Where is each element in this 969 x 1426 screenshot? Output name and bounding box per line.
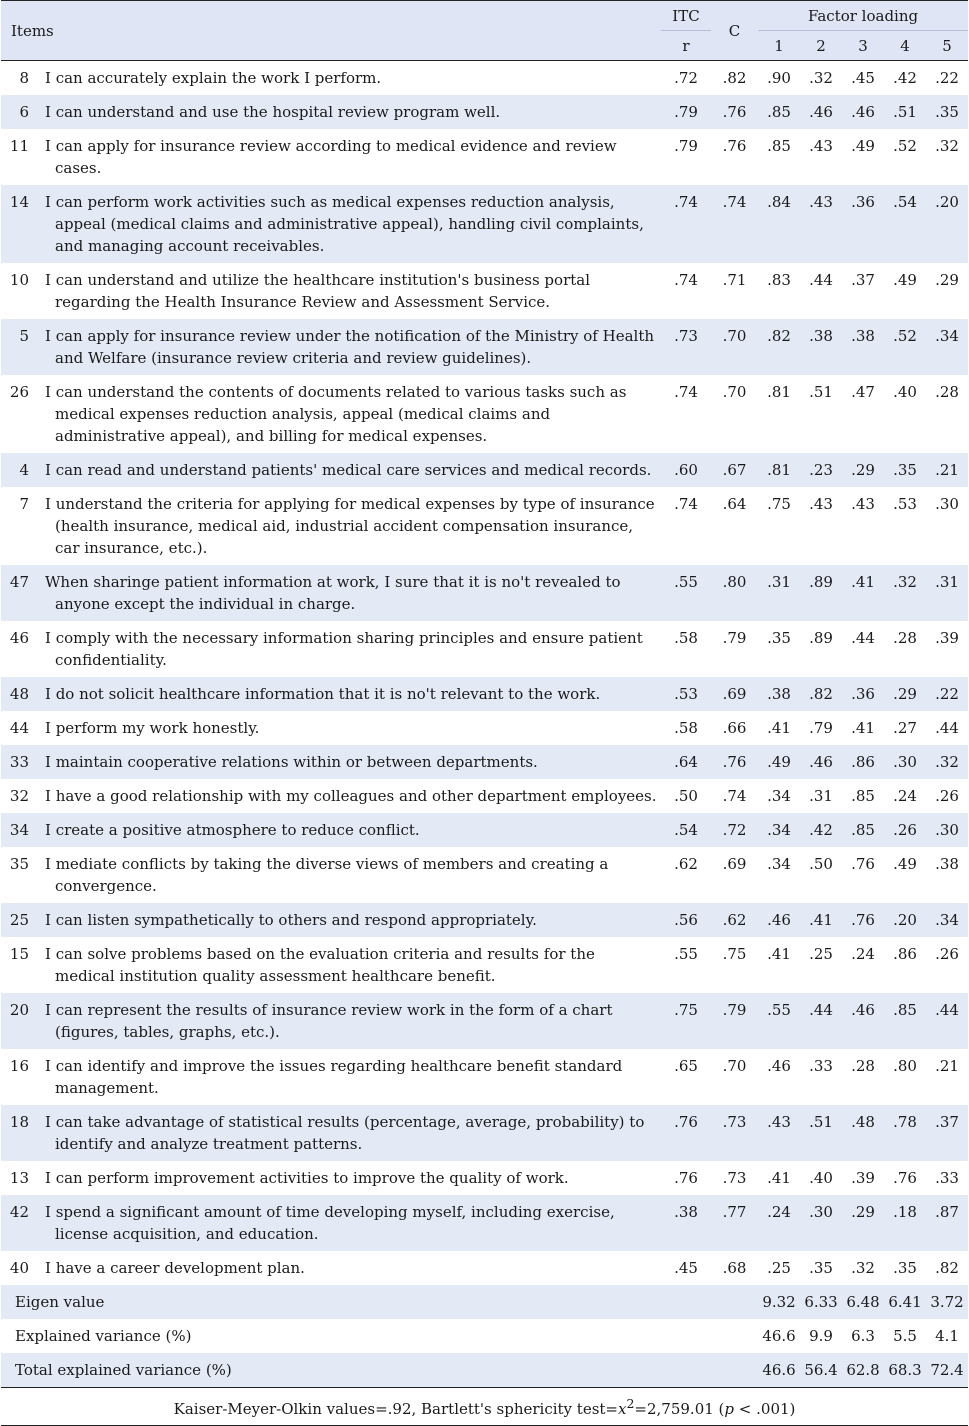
factor-loading-3: .46 [842,95,884,129]
table-row [1,129,968,185]
footnote-row [1,1388,968,1426]
table-row [1,565,968,621]
factor-loading-3: .36 [842,185,884,263]
item-number: 48 [1,677,37,711]
factor-loading-1: .55 [758,993,800,1049]
summary-value-5: 4.1 [926,1319,968,1353]
item-number: 20 [1,993,37,1049]
factor-loading-3: .86 [842,745,884,779]
factor-loading-1: .85 [758,95,800,129]
item-text: I can apply for insurance review according to medical evidence and review cases. [37,129,661,185]
factor-loading-5: .21 [926,1049,968,1105]
summary-value-1: 46.6 [758,1319,800,1353]
c-value: .74 [711,779,758,813]
summary-empty-r [661,1285,711,1319]
factor-loading-5: .39 [926,621,968,677]
header-factor-loading: Factor loading [758,1,968,31]
factor-loading-2: .79 [800,711,842,745]
itc-r-value: .64 [661,745,711,779]
c-value: .70 [711,1049,758,1105]
footnote-chi: x [618,1400,627,1418]
item-number: 40 [1,1251,37,1285]
factor-loading-3: .49 [842,129,884,185]
itc-r-value: .65 [661,1049,711,1105]
item-number: 14 [1,185,37,263]
header-r: r [661,31,711,61]
factor-loading-3: .41 [842,565,884,621]
factor-loading-1: .43 [758,1105,800,1161]
table-row [1,677,968,711]
factor-loading-4: .32 [884,565,926,621]
itc-r-value: .79 [661,129,711,185]
factor-loading-2: .43 [800,185,842,263]
factor-loading-4: .49 [884,263,926,319]
factor-loading-3: .76 [842,847,884,903]
factor-loading-5: .20 [926,185,968,263]
item-number: 32 [1,779,37,813]
c-value: .69 [711,847,758,903]
itc-r-value: .50 [661,779,711,813]
factor-loading-2: .23 [800,453,842,487]
table-row [1,95,968,129]
factor-loading-1: .84 [758,185,800,263]
summary-value-2: 6.33 [800,1285,842,1319]
header-factor-2: 2 [800,31,842,61]
factor-loading-2: .35 [800,1251,842,1285]
factor-loading-3: .45 [842,61,884,96]
factor-loading-1: .41 [758,711,800,745]
factor-loading-1: .24 [758,1195,800,1251]
itc-r-value: .54 [661,813,711,847]
factor-loading-4: .76 [884,1161,926,1195]
c-value: .79 [711,621,758,677]
factor-loading-5: .30 [926,813,968,847]
c-value: .76 [711,129,758,185]
factor-loading-4: .49 [884,847,926,903]
item-number: 44 [1,711,37,745]
c-value: .76 [711,95,758,129]
item-text: I comply with the necessary information sharing principles and ensure patient confidentiality. [37,621,661,677]
factor-loading-4: .54 [884,185,926,263]
factor-loading-4: .86 [884,937,926,993]
item-number: 5 [1,319,37,375]
factor-loading-3: .85 [842,813,884,847]
table-row [1,487,968,565]
table-row [1,263,968,319]
table-row [1,1161,968,1195]
itc-r-value: .56 [661,903,711,937]
factor-loading-2: .89 [800,565,842,621]
header-factor-4: 4 [884,31,926,61]
factor-loading-1: .81 [758,375,800,453]
c-value: .70 [711,375,758,453]
c-value: .70 [711,319,758,375]
item-text: I can accurately explain the work I perform. [37,61,661,96]
factor-loading-2: .51 [800,375,842,453]
item-number: 16 [1,1049,37,1105]
summary-empty-c [711,1285,758,1319]
footnote [1,1388,968,1426]
item-text: I understand the criteria for applying for medical expenses by type of insurance (health insurance, medical aid, industrial accident compensation insurance, car insurance, etc.). [37,487,661,565]
factor-loading-5: .34 [926,903,968,937]
itc-r-value: .74 [661,263,711,319]
item-number: 34 [1,813,37,847]
itc-r-value: .75 [661,993,711,1049]
factor-loading-4: .18 [884,1195,926,1251]
c-value: .72 [711,813,758,847]
factor-loading-1: .90 [758,61,800,96]
factor-loading-4: .53 [884,487,926,565]
factor-loading-2: .51 [800,1105,842,1161]
c-value: .75 [711,937,758,993]
item-text: I can solve problems based on the evaluation criteria and results for the medical institution quality assessment healthcare benefit. [37,937,661,993]
header-items: Items [1,1,661,61]
summary-value-5: 72.4 [926,1353,968,1388]
factor-loading-2: .40 [800,1161,842,1195]
item-text: I can apply for insurance review under the notification of the Ministry of Health and Welfare (insurance review criteria and review guidelines). [37,319,661,375]
itc-r-value: .73 [661,319,711,375]
factor-loading-3: .24 [842,937,884,993]
itc-r-value: .62 [661,847,711,903]
factor-loading-4: .27 [884,711,926,745]
item-number: 18 [1,1105,37,1161]
factor-loading-5: .87 [926,1195,968,1251]
factor-loading-1: .41 [758,937,800,993]
item-number: 25 [1,903,37,937]
factor-loading-1: .34 [758,779,800,813]
item-text: I can understand and utilize the healthcare institution's business portal regarding the Health Insurance Review and Assessment Service. [37,263,661,319]
factor-loading-5: .21 [926,453,968,487]
summary-value-1: 9.32 [758,1285,800,1319]
c-value: .77 [711,1195,758,1251]
table-row [1,319,968,375]
table-row [1,779,968,813]
item-number: 15 [1,937,37,993]
table-row [1,1251,968,1285]
c-value: .66 [711,711,758,745]
factor-loading-1: .34 [758,813,800,847]
factor-loading-3: .39 [842,1161,884,1195]
item-number: 7 [1,487,37,565]
factor-loading-4: .78 [884,1105,926,1161]
c-value: .79 [711,993,758,1049]
factor-loading-5: .44 [926,993,968,1049]
factor-loading-5: .35 [926,95,968,129]
factor-loading-4: .28 [884,621,926,677]
item-text: I create a positive atmosphere to reduce conflict. [37,813,661,847]
item-text: I can understand the contents of documents related to various tasks such as medical expenses reduction analysis, appeal (medical claims and administrative appeal), and billing for medical expenses. [37,375,661,453]
summary-value-4: 5.5 [884,1319,926,1353]
factor-loading-2: .31 [800,779,842,813]
item-text: I can represent the results of insurance review work in the form of a chart (figures, tables, graphs, etc.). [37,993,661,1049]
summary-row [1,1319,968,1353]
factor-loading-5: .31 [926,565,968,621]
factor-loading-3: .29 [842,453,884,487]
summary-value-3: 62.8 [842,1353,884,1388]
factor-loading-1: .83 [758,263,800,319]
table-row [1,621,968,677]
factor-loading-2: .25 [800,937,842,993]
factor-loading-2: .33 [800,1049,842,1105]
item-text: I spend a significant amount of time developing myself, including exercise, license acquisition, and education. [37,1195,661,1251]
factor-loading-1: .31 [758,565,800,621]
summary-empty-c [711,1353,758,1388]
table-row [1,185,968,263]
factor-loading-4: .51 [884,95,926,129]
factor-loading-5: .38 [926,847,968,903]
factor-loading-5: .82 [926,1251,968,1285]
c-value: .64 [711,487,758,565]
item-number: 4 [1,453,37,487]
c-value: .67 [711,453,758,487]
factor-loading-2: .30 [800,1195,842,1251]
summary-value-4: 68.3 [884,1353,926,1388]
table-row [1,937,968,993]
footnote-tail: < .001) [734,1400,796,1418]
table-row [1,745,968,779]
itc-r-value: .72 [661,61,711,96]
factor-loading-2: .44 [800,263,842,319]
itc-r-value: .79 [661,95,711,129]
itc-r-value: .74 [661,375,711,453]
factor-loading-2: .82 [800,677,842,711]
summary-empty-c [711,1319,758,1353]
itc-r-value: .58 [661,621,711,677]
summary-value-3: 6.48 [842,1285,884,1319]
factor-loading-2: .46 [800,95,842,129]
factor-loading-4: .35 [884,1251,926,1285]
summary-value-2: 9.9 [800,1319,842,1353]
footnote-sup: 2 [626,1396,635,1411]
factor-loading-1: .49 [758,745,800,779]
c-value: .73 [711,1161,758,1195]
factor-loading-4: .52 [884,319,926,375]
factor-loading-5: .44 [926,711,968,745]
factor-loading-1: .38 [758,677,800,711]
table-row [1,813,968,847]
table-row [1,453,968,487]
factor-loading-1: .34 [758,847,800,903]
factor-loading-5: .26 [926,937,968,993]
item-text: I do not solicit healthcare information that it is no't relevant to the work. [37,677,661,711]
item-number: 33 [1,745,37,779]
c-value: .74 [711,185,758,263]
table-row [1,1049,968,1105]
factor-loading-2: .50 [800,847,842,903]
header-factor-1: 1 [758,31,800,61]
factor-loading-4: .35 [884,453,926,487]
item-text: I maintain cooperative relations within or between departments. [37,745,661,779]
itc-r-value: .74 [661,487,711,565]
item-number: 11 [1,129,37,185]
item-text: I can understand and use the hospital review program well. [37,95,661,129]
itc-r-value: .74 [661,185,711,263]
item-number: 35 [1,847,37,903]
summary-value-5: 3.72 [926,1285,968,1319]
factor-loading-3: .47 [842,375,884,453]
table-row [1,903,968,937]
factor-loading-2: .41 [800,903,842,937]
factor-loading-2: .46 [800,745,842,779]
item-text: I can read and understand patients' medical care services and medical records. [37,453,661,487]
item-text: I have a good relationship with my colleagues and other department employees. [37,779,661,813]
summary-label: Total explained variance (%) [1,1353,661,1388]
factor-loading-3: .32 [842,1251,884,1285]
table-row [1,993,968,1049]
factor-loading-5: .29 [926,263,968,319]
factor-loading-5: .32 [926,129,968,185]
factor-loading-1: .85 [758,129,800,185]
itc-r-value: .45 [661,1251,711,1285]
factor-loading-5: .30 [926,487,968,565]
table-row [1,1195,968,1251]
summary-value-2: 56.4 [800,1353,842,1388]
table-row [1,711,968,745]
c-value: .62 [711,903,758,937]
factor-loading-3: .44 [842,621,884,677]
factor-loading-2: .38 [800,319,842,375]
item-text: I can take advantage of statistical results (percentage, average, probability) to identify and analyze treatment patterns. [37,1105,661,1161]
c-value: .82 [711,61,758,96]
itc-r-value: .58 [661,711,711,745]
factor-loading-3: .28 [842,1049,884,1105]
factor-loading-3: .41 [842,711,884,745]
factor-loading-1: .82 [758,319,800,375]
factor-loading-5: .26 [926,779,968,813]
c-value: .73 [711,1105,758,1161]
footnote-p: p [724,1400,735,1418]
factor-loading-5: .32 [926,745,968,779]
itc-r-value: .76 [661,1105,711,1161]
factor-loading-3: .37 [842,263,884,319]
item-number: 6 [1,95,37,129]
factor-loading-2: .44 [800,993,842,1049]
c-value: .68 [711,1251,758,1285]
factor-loading-4: .30 [884,745,926,779]
header-itc: ITC [661,1,711,31]
header-factor-5: 5 [926,31,968,61]
factor-loading-2: .32 [800,61,842,96]
factor-loading-2: .42 [800,813,842,847]
factor-loading-2: .89 [800,621,842,677]
factor-loading-5: .37 [926,1105,968,1161]
factor-loading-3: .29 [842,1195,884,1251]
item-text: I can perform work activities such as medical expenses reduction analysis, appeal (medical claims and administrative appeal), handling civil complaints, and managing account receivables. [37,185,661,263]
item-text: I have a career development plan. [37,1251,661,1285]
factor-loading-3: .36 [842,677,884,711]
header-c: C [711,1,758,61]
itc-r-value: .60 [661,453,711,487]
c-value: .80 [711,565,758,621]
item-number: 8 [1,61,37,96]
table-row [1,61,968,96]
table-row [1,375,968,453]
footnote-stat: =2,759.01 ( [634,1400,725,1418]
summary-value-3: 6.3 [842,1319,884,1353]
factor-loading-4: .26 [884,813,926,847]
factor-loading-4: .24 [884,779,926,813]
item-number: 10 [1,263,37,319]
summary-row [1,1353,968,1388]
summary-empty-r [661,1319,711,1353]
factor-loading-4: .52 [884,129,926,185]
summary-value-1: 46.6 [758,1353,800,1388]
item-text: I perform my work honestly. [37,711,661,745]
factor-loading-3: .48 [842,1105,884,1161]
itc-r-value: .38 [661,1195,711,1251]
factor-loading-4: .85 [884,993,926,1049]
factor-loading-3: .38 [842,319,884,375]
factor-loading-3: .76 [842,903,884,937]
table-row [1,847,968,903]
factor-loading-5: .22 [926,61,968,96]
item-number: 47 [1,565,37,621]
item-text: I can listen sympathetically to others and respond appropriately. [37,903,661,937]
factor-loading-1: .35 [758,621,800,677]
summary-row [1,1285,968,1319]
factor-loading-3: .43 [842,487,884,565]
factor-loading-1: .25 [758,1251,800,1285]
item-number: 42 [1,1195,37,1251]
factor-loading-4: .29 [884,677,926,711]
factor-loading-1: .46 [758,1049,800,1105]
item-number: 46 [1,621,37,677]
factor-loading-5: .33 [926,1161,968,1195]
itc-r-value: .55 [661,937,711,993]
header-factor-3: 3 [842,31,884,61]
factor-loading-4: .42 [884,61,926,96]
table-body [1,61,968,1426]
itc-r-value: .53 [661,677,711,711]
item-number: 26 [1,375,37,453]
table-header [1,1,968,61]
table-row [1,1105,968,1161]
summary-label: Eigen value [1,1285,661,1319]
c-value: .69 [711,677,758,711]
item-text: I mediate conflicts by taking the diverse views of members and creating a convergence. [37,847,661,903]
factor-loading-5: .22 [926,677,968,711]
factor-loading-4: .40 [884,375,926,453]
factor-loading-1: .46 [758,903,800,937]
factor-analysis-table [1,0,968,1426]
factor-loading-4: .20 [884,903,926,937]
factor-loading-3: .85 [842,779,884,813]
itc-r-value: .55 [661,565,711,621]
summary-label: Explained variance (%) [1,1319,661,1353]
item-text: When sharinge patient information at work, I sure that it is no't revealed to anyone except the individual in charge. [37,565,661,621]
item-text: I can perform improvement activities to improve the quality of work. [37,1161,661,1195]
itc-r-value: .76 [661,1161,711,1195]
item-number: 13 [1,1161,37,1195]
factor-loading-3: .46 [842,993,884,1049]
c-value: .71 [711,263,758,319]
summary-value-4: 6.41 [884,1285,926,1319]
factor-loading-4: .80 [884,1049,926,1105]
factor-loading-1: .81 [758,453,800,487]
factor-loading-2: .43 [800,129,842,185]
footnote-kmo: Kaiser-Meyer-Olkin values=.92, Bartlett's sphericity test= [173,1400,618,1418]
factor-loading-2: .43 [800,487,842,565]
item-text: I can identify and improve the issues regarding healthcare benefit standard management. [37,1049,661,1105]
summary-empty-r [661,1353,711,1388]
factor-loading-5: .28 [926,375,968,453]
factor-loading-1: .41 [758,1161,800,1195]
factor-loading-5: .34 [926,319,968,375]
c-value: .76 [711,745,758,779]
factor-loading-1: .75 [758,487,800,565]
